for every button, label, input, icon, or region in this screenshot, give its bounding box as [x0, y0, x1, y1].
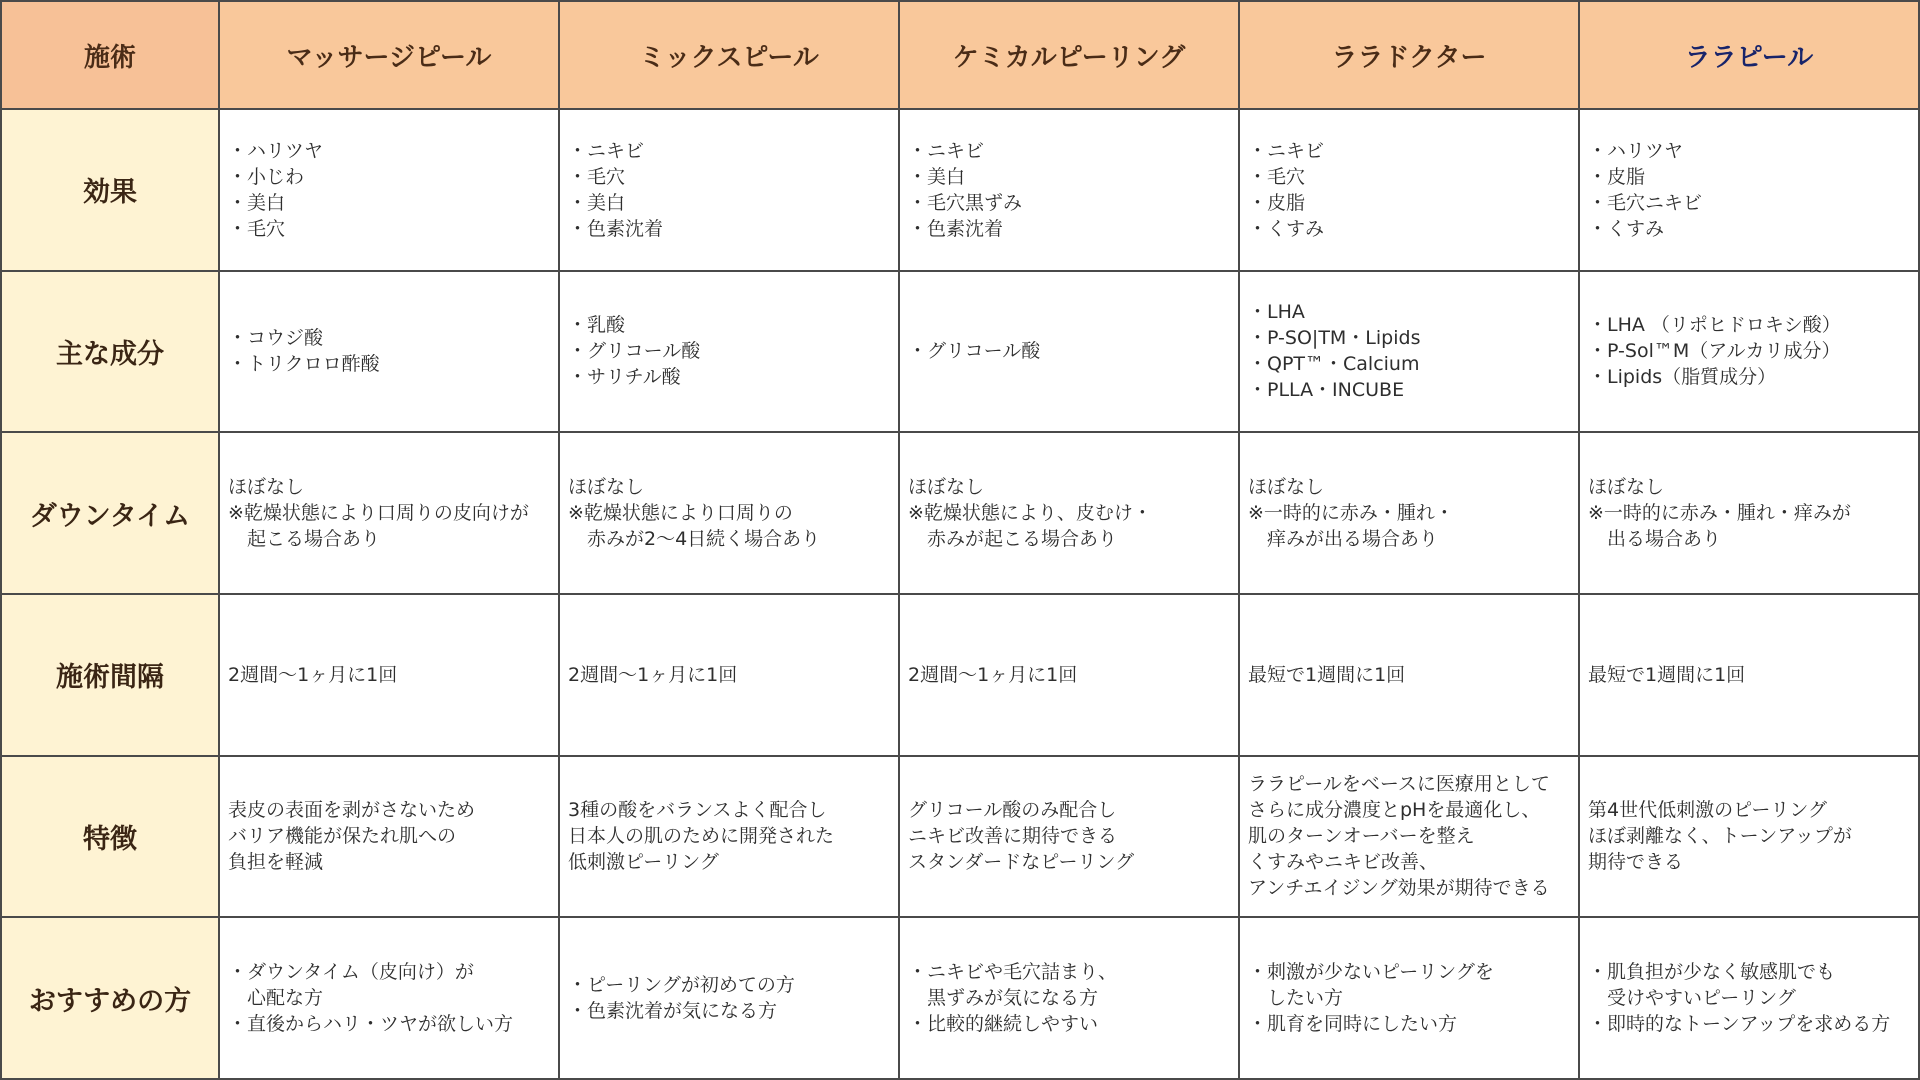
cell-effect-lala-peel — [1580, 110, 1920, 272]
cell-text-line: 赤みが起こる場合あり — [908, 528, 1118, 551]
cell-lines — [1248, 138, 1572, 242]
cell-text-line: 期待できる — [1588, 851, 1684, 874]
cell-text-line: 心配な方 — [228, 987, 324, 1010]
cell-features-lala-peel — [1580, 757, 1920, 919]
cell-downtime-massage-peel — [220, 433, 560, 595]
cell-features-mix-peel — [560, 757, 900, 919]
cell-text-line: ・比較的継続しやすい — [908, 1013, 1099, 1036]
row-label-downtime: ダウンタイム — [2, 433, 220, 595]
cell-text-line: ※乾燥状態により、皮むけ・ — [908, 502, 1152, 525]
cell-lines — [1588, 662, 1912, 688]
cell-lines — [1588, 138, 1912, 242]
cell-text-line: ほぼ剥離なく、トーンアップが — [1588, 825, 1852, 848]
cell-downtime-lala-peel — [1580, 433, 1920, 595]
cell-text-line: ・毛穴ニキビ — [1588, 191, 1703, 214]
cell-text-line: 2週間〜1ヶ月に1回 — [568, 663, 738, 686]
cell-text-line: 起こる場合あり — [228, 528, 381, 551]
cell-text-line: ※乾燥状態により口周りの皮向けが — [228, 502, 529, 525]
row-label-interval: 施術間隔 — [2, 595, 220, 757]
cell-text-line: ほぼなし — [1588, 476, 1665, 499]
cell-text-line: ・乳酸 — [568, 314, 626, 337]
cell-text-line: ・グリコール酸 — [908, 340, 1041, 363]
cell-lines — [568, 138, 892, 242]
cell-lines — [568, 797, 892, 875]
cell-lines — [908, 959, 1232, 1037]
cell-text-line: 日本人の肌のために開発された — [568, 825, 835, 848]
cell-text-line: 2週間〜1ヶ月に1回 — [228, 663, 398, 686]
cell-text-line: ・皮脂 — [1248, 191, 1306, 214]
cell-text-line: ・ピーリングが初めての方 — [568, 974, 795, 997]
cell-text-line: バリア機能が保たれ肌への — [228, 825, 457, 848]
cell-lines — [908, 662, 1232, 688]
cell-text-line: 第4世代低刺激のピーリング — [1588, 799, 1827, 822]
cell-ingredients-lala-doctor — [1240, 272, 1580, 434]
cell-text-line: ・Lipids（脂質成分） — [1588, 366, 1777, 389]
cell-text-line: ・肌育を同時にしたい方 — [1248, 1013, 1458, 1036]
column-header-lala-peel: ララピール — [1580, 2, 1920, 110]
header-corner-label: 施術 — [2, 2, 220, 110]
cell-text-line: ニキビ改善に期待できる — [908, 825, 1118, 848]
cell-text-line: ララピールをベースに医療用として — [1248, 773, 1550, 796]
cell-lines — [1588, 959, 1912, 1037]
cell-text-line: ・色素沈着 — [568, 217, 664, 240]
cell-text-line: 出る場合あり — [1588, 528, 1722, 551]
cell-recommended-mix-peel — [560, 918, 900, 1080]
cell-text-line: ・ニキビ — [1248, 139, 1325, 162]
cell-text-line: ・毛穴黒ずみ — [908, 191, 1023, 214]
cell-text-line: ・色素沈着 — [908, 217, 1004, 240]
column-header-massage-peel: マッサージピール — [220, 2, 560, 110]
cell-text-line: ・サリチル酸 — [568, 366, 681, 389]
cell-text-line: ・くすみ — [1588, 217, 1665, 240]
cell-text-line: ほぼなし — [228, 476, 305, 499]
cell-text-line: 痒みが出る場合あり — [1248, 528, 1439, 551]
cell-text-line: 低刺激ピーリング — [568, 851, 719, 874]
cell-interval-mix-peel — [560, 595, 900, 757]
cell-lines — [1248, 474, 1572, 552]
cell-text-line: スタンダードなピーリング — [908, 851, 1135, 874]
cell-lines — [1248, 771, 1572, 901]
cell-text-line: 最短で1週間に1回 — [1588, 663, 1746, 686]
cell-lines — [568, 662, 892, 688]
cell-text-line: ・肌負担が少なく敏感肌でも — [1588, 961, 1836, 984]
cell-text-line: ・P-SO|TM・Lipids — [1248, 327, 1421, 350]
cell-lines — [568, 312, 892, 390]
cell-text-line: ・毛穴 — [228, 217, 286, 240]
cell-text-line: ほぼなし — [1248, 476, 1325, 499]
cell-text-line: ・美白 — [568, 191, 626, 214]
cell-text-line: ・ダウンタイム（皮向け）が — [228, 961, 474, 984]
cell-effect-massage-peel — [220, 110, 560, 272]
cell-text-line: ・トリクロロ酢酸 — [228, 353, 380, 376]
cell-lines — [908, 797, 1232, 875]
cell-text-line: ほぼなし — [908, 476, 985, 499]
cell-text-line: ・即時的なトーンアップを求める方 — [1588, 1013, 1891, 1036]
cell-text-line: ・くすみ — [1248, 217, 1325, 240]
cell-lines — [908, 138, 1232, 242]
cell-text-line: 表皮の表面を剥がさないため — [228, 799, 476, 822]
cell-downtime-chemical-peeling — [900, 433, 1240, 595]
cell-text-line: ・グリコール酸 — [568, 340, 701, 363]
cell-effect-chemical-peeling — [900, 110, 1240, 272]
cell-text-line: 受けやすいピーリング — [1588, 987, 1796, 1010]
cell-ingredients-mix-peel — [560, 272, 900, 434]
cell-text-line: ・色素沈着が気になる方 — [568, 1000, 778, 1023]
row-label-ingredients: 主な成分 — [2, 272, 220, 434]
cell-recommended-lala-doctor — [1240, 918, 1580, 1080]
cell-ingredients-massage-peel — [220, 272, 560, 434]
cell-lines — [1248, 959, 1572, 1037]
cell-ingredients-chemical-peeling — [900, 272, 1240, 434]
cell-interval-chemical-peeling — [900, 595, 1240, 757]
cell-text-line: くすみやニキビ改善、 — [1248, 851, 1439, 874]
cell-text-line: ・LHA （リポヒドロキシ酸） — [1588, 314, 1841, 337]
cell-text-line: ・美白 — [228, 191, 286, 214]
cell-text-line: 負担を軽減 — [228, 851, 324, 874]
cell-text-line: 2週間〜1ヶ月に1回 — [908, 663, 1078, 686]
cell-downtime-lala-doctor — [1240, 433, 1580, 595]
cell-text-line: ・皮脂 — [1588, 165, 1646, 188]
column-header-lala-doctor: ララドクター — [1240, 2, 1580, 110]
cell-lines — [228, 797, 552, 875]
cell-text-line: ・ニキビ — [568, 139, 645, 162]
cell-text-line: ・ハリツヤ — [228, 139, 324, 162]
cell-interval-lala-doctor — [1240, 595, 1580, 757]
cell-text-line: ・ニキビや毛穴詰まり、 — [908, 961, 1118, 984]
cell-text-line: ※一時的に赤み・腫れ・痒みが — [1588, 502, 1851, 525]
cell-text-line: ・QPT™・Calcium — [1248, 353, 1420, 376]
cell-recommended-massage-peel — [220, 918, 560, 1080]
cell-lines — [228, 959, 552, 1037]
cell-interval-lala-peel — [1580, 595, 1920, 757]
cell-text-line: ・LHA — [1248, 301, 1305, 324]
cell-recommended-chemical-peeling — [900, 918, 1240, 1080]
cell-text-line: ・小じわ — [228, 165, 305, 188]
cell-lines — [1588, 474, 1912, 552]
cell-lines — [908, 474, 1232, 552]
cell-effect-mix-peel — [560, 110, 900, 272]
cell-lines — [1588, 312, 1912, 390]
cell-text-line: ・刺激が少ないピーリングを — [1248, 961, 1494, 984]
cell-text-line: 肌のターンオーバーを整え — [1248, 825, 1475, 848]
cell-lines — [228, 662, 552, 688]
cell-text-line: ・直後からハリ・ツヤが欲しい方 — [228, 1013, 514, 1036]
cell-text-line: ・毛穴 — [1248, 165, 1306, 188]
column-header-mix-peel: ミックスピール — [560, 2, 900, 110]
cell-ingredients-lala-peel — [1580, 272, 1920, 434]
row-label-recommended: おすすめの方 — [2, 918, 220, 1080]
cell-features-lala-doctor — [1240, 757, 1580, 919]
cell-features-massage-peel — [220, 757, 560, 919]
cell-text-line: ※一時的に赤み・腫れ・ — [1248, 502, 1454, 525]
cell-effect-lala-doctor — [1240, 110, 1580, 272]
cell-lines — [228, 325, 552, 377]
cell-text-line: ※乾燥状態により口周りの — [568, 502, 793, 525]
cell-text-line: アンチエイジング効果が期待できる — [1248, 877, 1550, 900]
row-label-effect: 効果 — [2, 110, 220, 272]
cell-text-line: 3種の酸をバランスよく配合し — [568, 799, 827, 822]
cell-lines — [1588, 797, 1912, 875]
row-label-features: 特徴 — [2, 757, 220, 919]
cell-lines — [228, 474, 552, 552]
cell-lines — [1248, 299, 1572, 403]
cell-text-line: ・コウジ酸 — [228, 327, 324, 350]
cell-text-line: ・ハリツヤ — [1588, 139, 1684, 162]
cell-lines — [568, 474, 892, 552]
cell-text-line: ・PLLA・INCUBE — [1248, 379, 1405, 402]
cell-lines — [568, 972, 892, 1024]
column-header-chemical-peeling: ケミカルピーリング — [900, 2, 1240, 110]
cell-text-line: 黒ずみが気になる方 — [908, 987, 1099, 1010]
cell-text-line: グリコール酸のみ配合し — [908, 799, 1117, 822]
cell-text-line: ほぼなし — [568, 476, 645, 499]
cell-text-line: したい方 — [1248, 987, 1344, 1010]
cell-features-chemical-peeling — [900, 757, 1240, 919]
cell-recommended-lala-peel — [1580, 918, 1920, 1080]
cell-text-line: 赤みが2〜4日続く場合あり — [568, 528, 821, 551]
cell-interval-massage-peel — [220, 595, 560, 757]
cell-text-line: ・美白 — [908, 165, 966, 188]
cell-lines — [1248, 662, 1572, 688]
cell-text-line: ・毛穴 — [568, 165, 626, 188]
cell-text-line: さらに成分濃度とpHを最適化し、 — [1248, 799, 1541, 822]
cell-lines — [228, 138, 552, 242]
cell-downtime-mix-peel — [560, 433, 900, 595]
cell-lines — [908, 338, 1232, 364]
cell-text-line: ・P-Sol™M（アルカリ成分） — [1588, 340, 1841, 363]
cell-text-line: 最短で1週間に1回 — [1248, 663, 1406, 686]
cell-text-line: ・ニキビ — [908, 139, 985, 162]
